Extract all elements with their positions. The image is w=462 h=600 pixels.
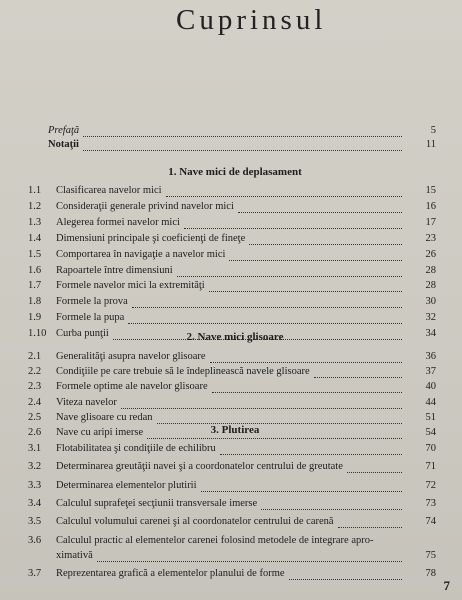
toc-entry — [20, 567, 436, 581]
toc-entry — [20, 365, 436, 379]
page-number: 7 — [443, 578, 450, 593]
entry-title: Formele optime ale navelor glisoare — [56, 381, 208, 393]
toc-entry — [20, 515, 436, 529]
entry-page: 72 — [425, 479, 436, 491]
entry-title-continued: ximativă — [56, 549, 93, 561]
entry-page: 5 — [430, 125, 436, 136]
entry-title: Clasificarea navelor mici — [56, 185, 162, 196]
entry-page: 17 — [425, 216, 436, 228]
toc-entry — [20, 216, 436, 230]
entry-number: 1.8 — [28, 296, 42, 308]
dot-leader — [289, 567, 402, 580]
entry-title: Calculul volumului carenei şi al coordonatelor centrului de carenă — [56, 516, 334, 528]
entry-page: 26 — [425, 248, 436, 260]
entry-title: Condiţiile pe care trebuie să le îndeplinească navele glisoare — [56, 366, 310, 378]
dot-leader — [83, 138, 402, 151]
dot-leader — [201, 479, 402, 492]
entry-title: Notaţii — [48, 139, 79, 150]
entry-number: 1.5 — [28, 248, 42, 260]
dot-leader — [261, 497, 402, 510]
entry-title: Nave cu aripi imerse — [56, 427, 144, 438]
toc-entry — [20, 497, 436, 511]
entry-page: 54 — [425, 427, 436, 438]
section-heading: 3. Plutirea — [210, 424, 260, 436]
entry-title: Calculul practic al elementelor carenei folosind metodele de integrare apro- — [56, 534, 374, 546]
entry-number: 1.4 — [28, 232, 42, 244]
toc-entry — [20, 295, 436, 309]
toc-entry — [20, 138, 436, 152]
toc-entry — [20, 442, 436, 456]
entry-number: 3.7 — [28, 567, 42, 579]
entry-title: Determinarea elementelor plutirii — [56, 479, 197, 491]
dot-leader — [97, 549, 402, 562]
entry-number: 1.7 — [28, 280, 42, 292]
entry-number: 1.1 — [28, 185, 42, 196]
section-heading: 2. Nave mici glisoare — [186, 331, 284, 343]
entry-page: 16 — [425, 200, 436, 212]
entry-number: 3.5 — [28, 516, 42, 528]
entry-title: Prefaţă — [48, 125, 80, 136]
toc-entry — [20, 184, 436, 198]
entry-number: 2.4 — [28, 396, 42, 408]
dot-leader — [184, 216, 402, 229]
entry-page: 51 — [425, 411, 436, 423]
entry-title: Calculul suprafeţei secţiunii transversale imerse — [56, 497, 258, 509]
entry-page: 73 — [425, 497, 436, 509]
toc-entry — [20, 124, 436, 138]
toc-entry — [20, 279, 436, 293]
entry-page: 28 — [425, 264, 436, 276]
entry-page: 44 — [425, 396, 436, 408]
entry-number: 3.4 — [28, 497, 42, 509]
entry-number: 1.6 — [28, 264, 42, 276]
entry-title: Determinarea greutăţii navei şi a coordonatelor centrului de greutate — [56, 461, 343, 473]
entry-title: Comportarea în navigaţie a navelor mici — [56, 248, 226, 260]
toc-entry — [20, 460, 436, 474]
toc-entry — [20, 311, 436, 325]
entry-title: Flotabilitatea şi condiţiile de echilibru — [56, 443, 216, 454]
entry-title: Nave glisoare cu redan — [56, 411, 153, 423]
entry-number: 1.3 — [28, 216, 42, 228]
entry-page: 70 — [425, 443, 436, 454]
entry-page: 71 — [425, 461, 436, 473]
dot-leader — [132, 295, 402, 308]
toc-entry — [20, 534, 436, 548]
entry-page: 28 — [425, 280, 436, 292]
dot-leader — [166, 184, 402, 197]
toc-entry — [20, 380, 436, 394]
entry-page: 75 — [425, 549, 436, 561]
dot-leader — [220, 442, 402, 455]
entry-page: 40 — [425, 381, 436, 393]
entry-number: 1.2 — [28, 200, 42, 212]
entry-title: Formele la pupa — [56, 312, 125, 324]
entry-number: 2.1 — [28, 351, 42, 362]
entry-title: Formele navelor mici la extremităţi — [56, 280, 205, 292]
entry-page: 15 — [425, 185, 436, 196]
entry-page: 30 — [425, 296, 436, 308]
toc-entry-continuation — [20, 549, 436, 563]
entry-title: Rapoartele între dimensiuni — [56, 264, 173, 276]
entry-title: Consideraţii generale privind navelor mici — [56, 200, 234, 212]
toc-entry — [20, 248, 436, 262]
dot-leader — [157, 411, 402, 424]
dot-leader — [314, 365, 402, 378]
entry-title: Dimensiuni principale şi coeficienţi de fineţe — [56, 232, 246, 244]
entry-page: 32 — [425, 312, 436, 324]
entry-number: 2.3 — [28, 381, 42, 393]
entry-number: 3.6 — [28, 534, 42, 546]
entry-number: 2.5 — [28, 411, 42, 423]
dot-leader — [177, 264, 402, 277]
entry-title: Curba punţii — [56, 328, 109, 340]
toc-entry — [20, 479, 436, 493]
entry-number: 1.10 — [28, 328, 47, 340]
dot-leader — [338, 515, 402, 528]
dot-leader — [347, 460, 402, 473]
entry-number: 2.6 — [28, 427, 42, 438]
dot-leader — [121, 396, 402, 409]
entry-page: 37 — [425, 366, 436, 378]
dot-leader — [83, 124, 402, 137]
entry-number: 1.9 — [28, 312, 42, 324]
toc-entry — [20, 264, 436, 278]
dot-leader — [209, 279, 402, 292]
entry-number: 3.2 — [28, 461, 42, 473]
page-title: Cuprinsul — [176, 4, 327, 36]
entry-title: Generalităţi asupra navelor glisoare — [56, 351, 206, 362]
entry-page: 78 — [425, 567, 436, 579]
toc-entry — [20, 396, 436, 410]
toc-entry — [20, 200, 436, 214]
dot-leader — [238, 200, 402, 213]
dot-leader — [249, 232, 402, 245]
dot-leader — [128, 311, 402, 324]
entry-number: 3.3 — [28, 479, 42, 491]
toc-entry — [20, 232, 436, 246]
dot-leader — [212, 380, 402, 393]
dot-leader — [229, 248, 402, 261]
entry-title: Viteza navelor — [56, 396, 117, 408]
entry-page: 74 — [425, 516, 436, 528]
entry-title: Alegerea formei navelor mici — [56, 216, 180, 228]
entry-number: 3.1 — [28, 443, 42, 454]
entry-title: Formele la prova — [56, 296, 128, 308]
entry-page: 23 — [425, 232, 436, 244]
dot-leader — [210, 350, 402, 363]
toc-entry — [20, 350, 436, 364]
entry-page: 36 — [425, 351, 436, 362]
entry-title: Reprezentarea grafică a elementelor planului de forme — [56, 567, 285, 579]
entry-page: 34 — [425, 328, 436, 340]
section-heading: 1. Nave mici de deplasament — [168, 166, 302, 178]
entry-number: 2.2 — [28, 366, 42, 378]
entry-page: 11 — [425, 139, 436, 150]
